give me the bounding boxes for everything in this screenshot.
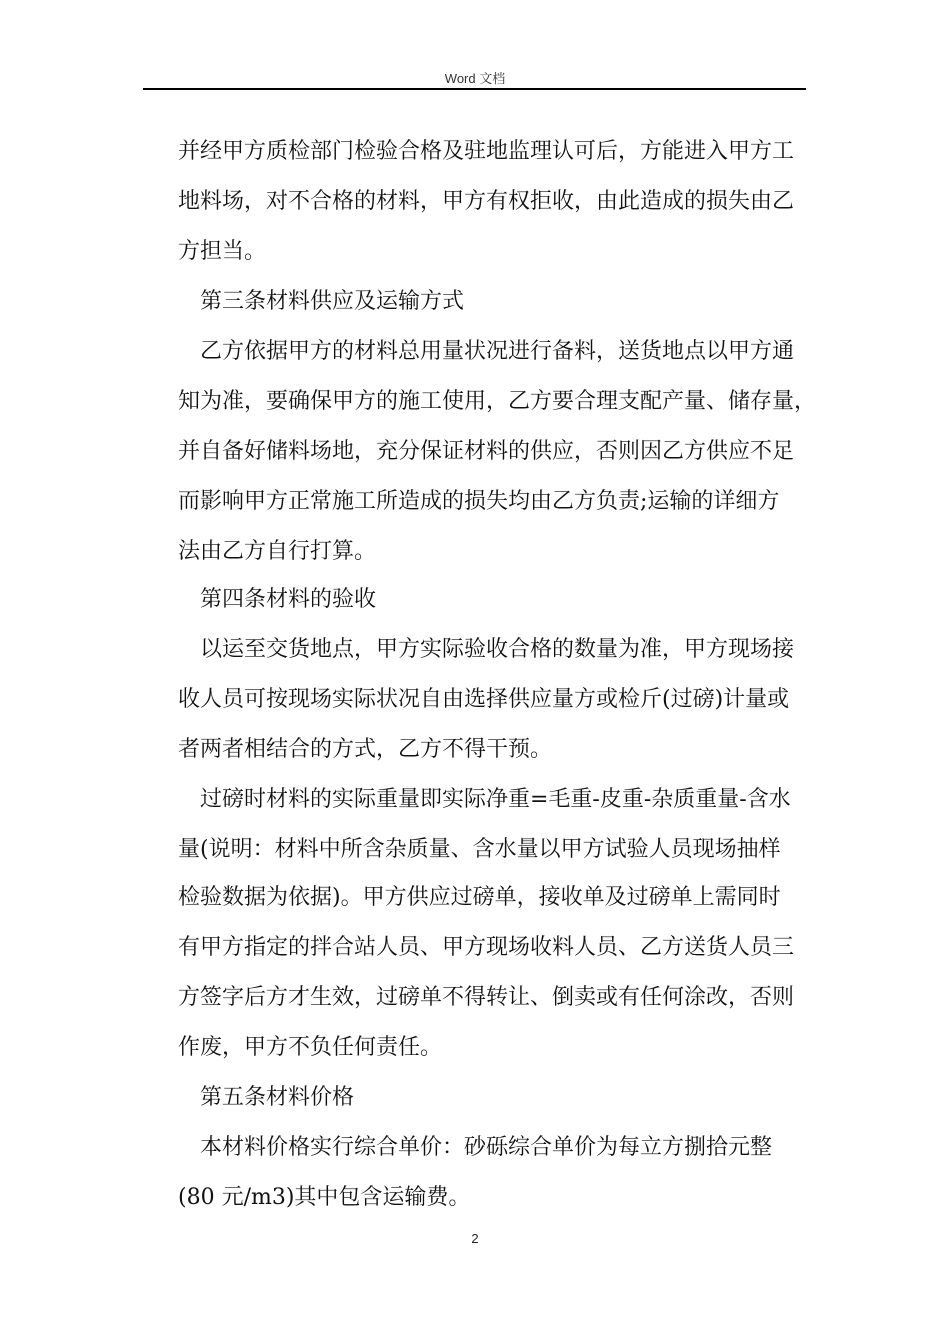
section-heading: 第四条材料的验收 bbox=[200, 587, 377, 612]
page-header: Word 文档 bbox=[444, 71, 506, 86]
body-line: 者两者相结合的方式，乙方不得干预。 bbox=[178, 737, 553, 762]
header-rule bbox=[143, 88, 806, 90]
body-line: 以运至交货地点，甲方实际验收合格的数量为准，甲方现场接 bbox=[200, 637, 795, 662]
body-line: (80 元/m3)其中包含运输费。 bbox=[178, 1185, 471, 1210]
body-line: 知为准，要确保甲方的施工使用，乙方要合理支配产量、储存量， bbox=[178, 389, 817, 414]
body-line: 并经甲方质检部门检验合格及驻地监理认可后，方能进入甲方工 bbox=[178, 139, 795, 164]
page-number: 2 bbox=[471, 1231, 479, 1246]
body-line: 并自备好储料场地，充分保证材料的供应，否则因乙方供应不足 bbox=[178, 439, 795, 464]
body-line: 地料场，对不合格的材料，甲方有权拒收，由此造成的损失由乙 bbox=[178, 189, 795, 214]
section-heading: 第五条材料价格 bbox=[200, 1085, 355, 1110]
body-line: 方担当。 bbox=[178, 239, 267, 264]
body-line: 检验数据为依据)。甲方供应过磅单，接收单及过磅单上需同时 bbox=[178, 885, 781, 910]
body-line: 有甲方指定的拌合站人员、甲方现场收料人员、乙方送货人员三 bbox=[178, 935, 795, 960]
body-line: 而影响甲方正常施工所造成的损失均由乙方负责;运输的详细方 bbox=[178, 489, 780, 514]
body-line: 法由乙方自行打算。 bbox=[178, 539, 377, 564]
body-line: 过磅时材料的实际重量即实际净重=毛重-皮重-杂质重量-含水 bbox=[200, 787, 791, 812]
section-heading: 第三条材料供应及运输方式 bbox=[200, 289, 465, 314]
body-line: 收人员可按现场实际状况自由选择供应量方或检斤(过磅)计量或 bbox=[178, 687, 790, 712]
body-line: 本材料价格实行综合单价：砂砾综合单价为每立方捌拾元整 bbox=[200, 1135, 773, 1160]
body-line: 乙方依据甲方的材料总用量状况进行备料，送货地点以甲方通 bbox=[200, 339, 795, 364]
body-line: 作废，甲方不负任何责任。 bbox=[178, 1035, 443, 1060]
body-line: 方签字后方才生效，过磅单不得转让、倒卖或有任何涂改，否则 bbox=[178, 985, 795, 1010]
body-line: 量(说明：材料中所含杂质量、含水量以甲方试验人员现场抽样 bbox=[178, 837, 781, 862]
